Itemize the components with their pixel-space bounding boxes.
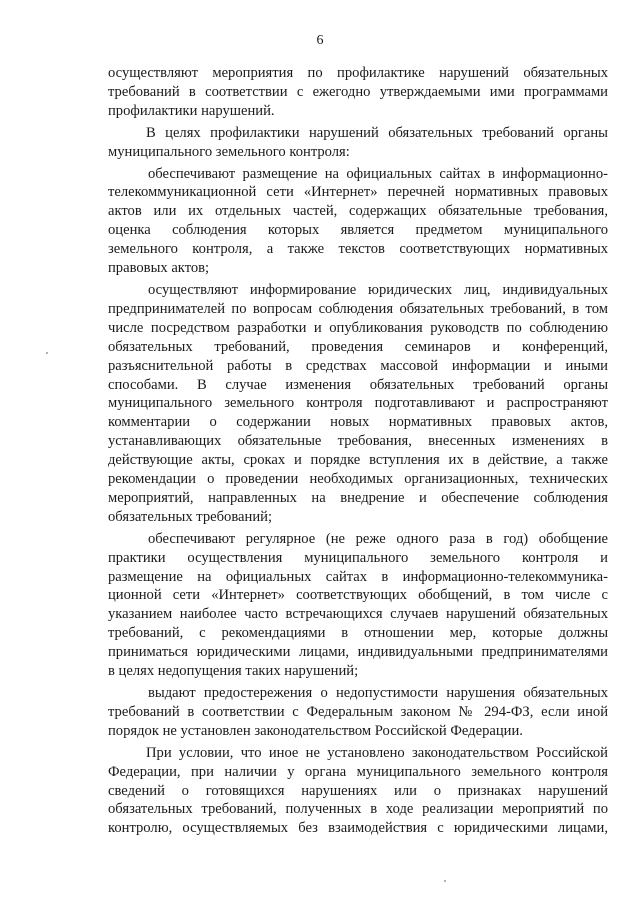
text-line: мероприятий, направленных на внедрение и обеспечение соблюдения <box>108 489 608 506</box>
text-line: ционной сети «Интернет» соответствующих обобщений, в том числе с <box>108 587 608 604</box>
text-line: комментарии о содержании новых нормативных правовых актов, <box>108 414 608 431</box>
text-line: устанавливающих обязательные требования, внесенных изменениях в <box>108 433 608 450</box>
text-line: муниципального земельного контроля подготавливают и распространяют <box>108 395 608 412</box>
text-line: обеспечивают регулярное (не реже одного раза в год) обобщение <box>148 530 608 547</box>
text-line: осуществляют мероприятия по профилактике нарушений обязательных <box>108 65 608 81</box>
text-line: предпринимателей по вопросам соблюдения обязательных требований, в том <box>108 300 608 317</box>
text-line: телекоммуникационной сети «Интернет» перечней нормативных правовых <box>108 184 608 201</box>
text-line: муниципального земельного контроля: <box>108 143 350 160</box>
text-line: При условии, что иное не установлено законодательством Российской <box>146 744 608 761</box>
text-line: оценка соблюдения которых является предметом муниципального <box>108 222 608 239</box>
text-line: размещение на официальных сайтах в информационно-телекоммуника- <box>108 568 608 585</box>
text-line: профилактики нарушений. <box>108 102 275 119</box>
text-line: обязательных требований, проведения семинаров и конференций, <box>108 338 608 355</box>
text-line: порядок не установлен законодательством Российской Федерации. <box>108 722 523 739</box>
text-line: способами. В случае изменения обязательных требований органы <box>108 376 608 393</box>
text-line: действующие акты, сроках и порядке вступления их в действие, а также <box>108 452 608 469</box>
text-line: обязательных требований; <box>108 508 273 525</box>
text-line: В целях профилактики нарушений обязательных требований органы <box>146 124 608 141</box>
text-line: правовых актов; <box>108 260 210 277</box>
text-line: Федерации, при наличии у органа муниципального земельного контроля <box>108 763 608 780</box>
text-line: требований, с рекомендациями в отношении мер, которые должны <box>108 625 608 642</box>
text-line: земельного контроля, а также текстов соответствующих нормативных <box>108 241 608 258</box>
text-line: рекомендации о проведении необходимых организационных, технических <box>108 471 608 488</box>
text-line: указанием наиболее часто встречающихся случаев нарушений обязательных <box>108 606 608 623</box>
page-number: 6 <box>316 33 324 48</box>
text-line: требований в соответствии с ежегодно утверждаемыми ими программами <box>108 83 608 100</box>
scan-speck <box>46 352 48 354</box>
text-line: требований в соответствии с Федеральным законом № 294-ФЗ, если иной <box>108 703 608 720</box>
text-line: приниматься юридическими лицами, индивидуальными предпринимателями <box>108 644 608 661</box>
text-line: в целях недопущения таких нарушений; <box>108 663 359 680</box>
text-line: сведений о готовящихся нарушениях или о признаках нарушений <box>108 782 608 799</box>
text-line: выдают предостережения о недопустимости нарушения обязательных <box>148 685 608 701</box>
text-line: обеспечивают размещение на официальных сайтах в информационно- <box>148 165 608 182</box>
text-line: числе посредством разработки и опубликования руководств по соблюдению <box>108 319 608 336</box>
text-line: практики осуществления муниципального земельного контроля и <box>108 549 608 566</box>
text-line: обязательных требований, полученных в ходе реализации мероприятий по <box>108 801 608 818</box>
document-body <box>108 64 608 838</box>
text-line: осуществляют информирование юридических лиц, индивидуальных <box>148 281 608 298</box>
scan-speck <box>444 880 446 882</box>
text-line: актов или их отдельных частей, содержащих обязательные требования, <box>108 203 608 220</box>
text-line: разъяснительной работы в средствах массовой информации и иными <box>108 357 608 374</box>
text-line: контролю, осуществляемых без взаимодействия с юридическими лицами, <box>108 820 608 837</box>
